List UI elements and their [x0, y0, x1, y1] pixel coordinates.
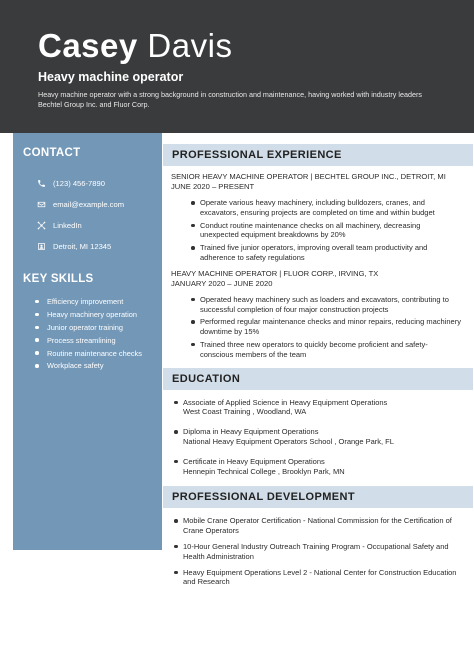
- contact-list: [23, 173, 162, 257]
- job-entry-title: SENIOR HEAVY MACHINE OPERATOR | BECHTEL GROUP INC., DETROIT, MI: [171, 172, 446, 181]
- skill-item: Process streamlining: [35, 336, 157, 346]
- linkedin-text[interactable]: LinkedIn: [53, 221, 82, 230]
- experience-heading: PROFESSIONAL EXPERIENCE: [163, 144, 473, 166]
- job-entry-title: HEAVY MACHINE OPERATOR | FLUOR CORP., IRVING, TX: [171, 268, 379, 278]
- education-degree: Certificate in Heavy Equipment Operations: [183, 456, 325, 466]
- job-bullet: Conduct routine maintenance checks on all machinery, decreasing unexpected equipment breakdowns by 20%: [191, 221, 461, 241]
- education-school: Hennepin Technical College , Brooklyn Park, MN: [183, 466, 345, 476]
- job-bullet: Operate various heavy machinery, including bulldozers, cranes, and excavators, ensuring projects are completed on time and within budget: [191, 198, 461, 218]
- development-list: [163, 516, 474, 587]
- education-item: [174, 457, 474, 477]
- development-item: 10-Hour General Industry Outreach Training Program - Occupational Safety and Health Administration: [174, 542, 466, 562]
- skill-item: Workplace safety: [35, 361, 157, 371]
- candidate-name: [38, 26, 436, 66]
- location-icon: [33, 242, 49, 251]
- contact-heading: CONTACT: [23, 147, 81, 159]
- contact-location: [23, 236, 162, 257]
- development-heading: PROFESSIONAL DEVELOPMENT: [163, 486, 473, 508]
- phone-icon: [33, 179, 49, 188]
- skill-item: Heavy machinery operation: [35, 310, 157, 320]
- skills-heading: KEY SKILLS: [23, 273, 94, 285]
- sidebar: [13, 133, 162, 550]
- job-entry: [163, 172, 474, 263]
- location-text: Detroit, MI 12345: [53, 242, 112, 251]
- contact-linkedin[interactable]: [23, 215, 162, 236]
- profile-summary: Heavy machine operator with a strong background in construction and maintenance, having worked with industry leaders Bechtel Group Inc. and Fluor Corp.: [38, 90, 422, 109]
- education-item: [174, 427, 474, 447]
- education-school: West Coast Training , Woodland, WA: [183, 407, 307, 417]
- education-list: [163, 398, 474, 477]
- job-entry-dates: JUNE 2020 – PRESENT: [171, 182, 255, 191]
- job-bullet: Performed regular maintenance checks and minor repairs, reducing machinery downtime by 15%: [191, 317, 461, 337]
- first-name: Casey: [38, 27, 138, 64]
- job-bullet: Trained five junior operators, improving overall team productivity and adherence to safety regulations: [191, 243, 461, 263]
- education-degree: Diploma in Heavy Equipment Operations: [183, 427, 319, 437]
- education-school: National Heavy Equipment Operators School , Orange Park, FL: [183, 436, 394, 446]
- job-bullets: [171, 198, 474, 263]
- phone-text: (123) 456-7890: [53, 179, 105, 188]
- job-bullets: [171, 295, 474, 360]
- job-entry: [163, 269, 474, 360]
- development-item: Mobile Crane Operator Certification - National Commission for the Certification of Crane Operators: [174, 516, 466, 536]
- email-icon: [33, 200, 49, 209]
- job-title: Heavy machine operator: [38, 70, 184, 84]
- skill-item: Efficiency improvement: [35, 297, 157, 307]
- main-content: [163, 133, 474, 587]
- resume-header: [0, 0, 474, 133]
- contact-email[interactable]: [23, 194, 162, 215]
- skill-item: Routine maintenance checks: [35, 349, 157, 359]
- job-entry-dates: JANUARY 2020 – JUNE 2020: [171, 278, 273, 288]
- job-bullet: Trained three new operators to quickly become proficient and safety-conscious members of the team: [191, 340, 461, 360]
- contact-phone: [23, 173, 162, 194]
- education-degree: Associate of Applied Science in Heavy Equipment Operations: [183, 397, 388, 407]
- skill-item: Junior operator training: [35, 323, 157, 333]
- skills-list: [23, 297, 162, 371]
- last-name: Davis: [147, 27, 233, 64]
- linkedin-icon: [33, 221, 49, 230]
- email-text[interactable]: email@example.com: [53, 200, 125, 209]
- development-item: Heavy Equipment Operations Level 2 - National Center for Construction Education and Research: [174, 568, 466, 588]
- job-bullet: Operated heavy machinery such as loaders and excavators, contributing to successful completion of four major construction projects: [191, 295, 461, 315]
- education-item: [174, 398, 474, 418]
- education-heading: EDUCATION: [163, 368, 473, 390]
